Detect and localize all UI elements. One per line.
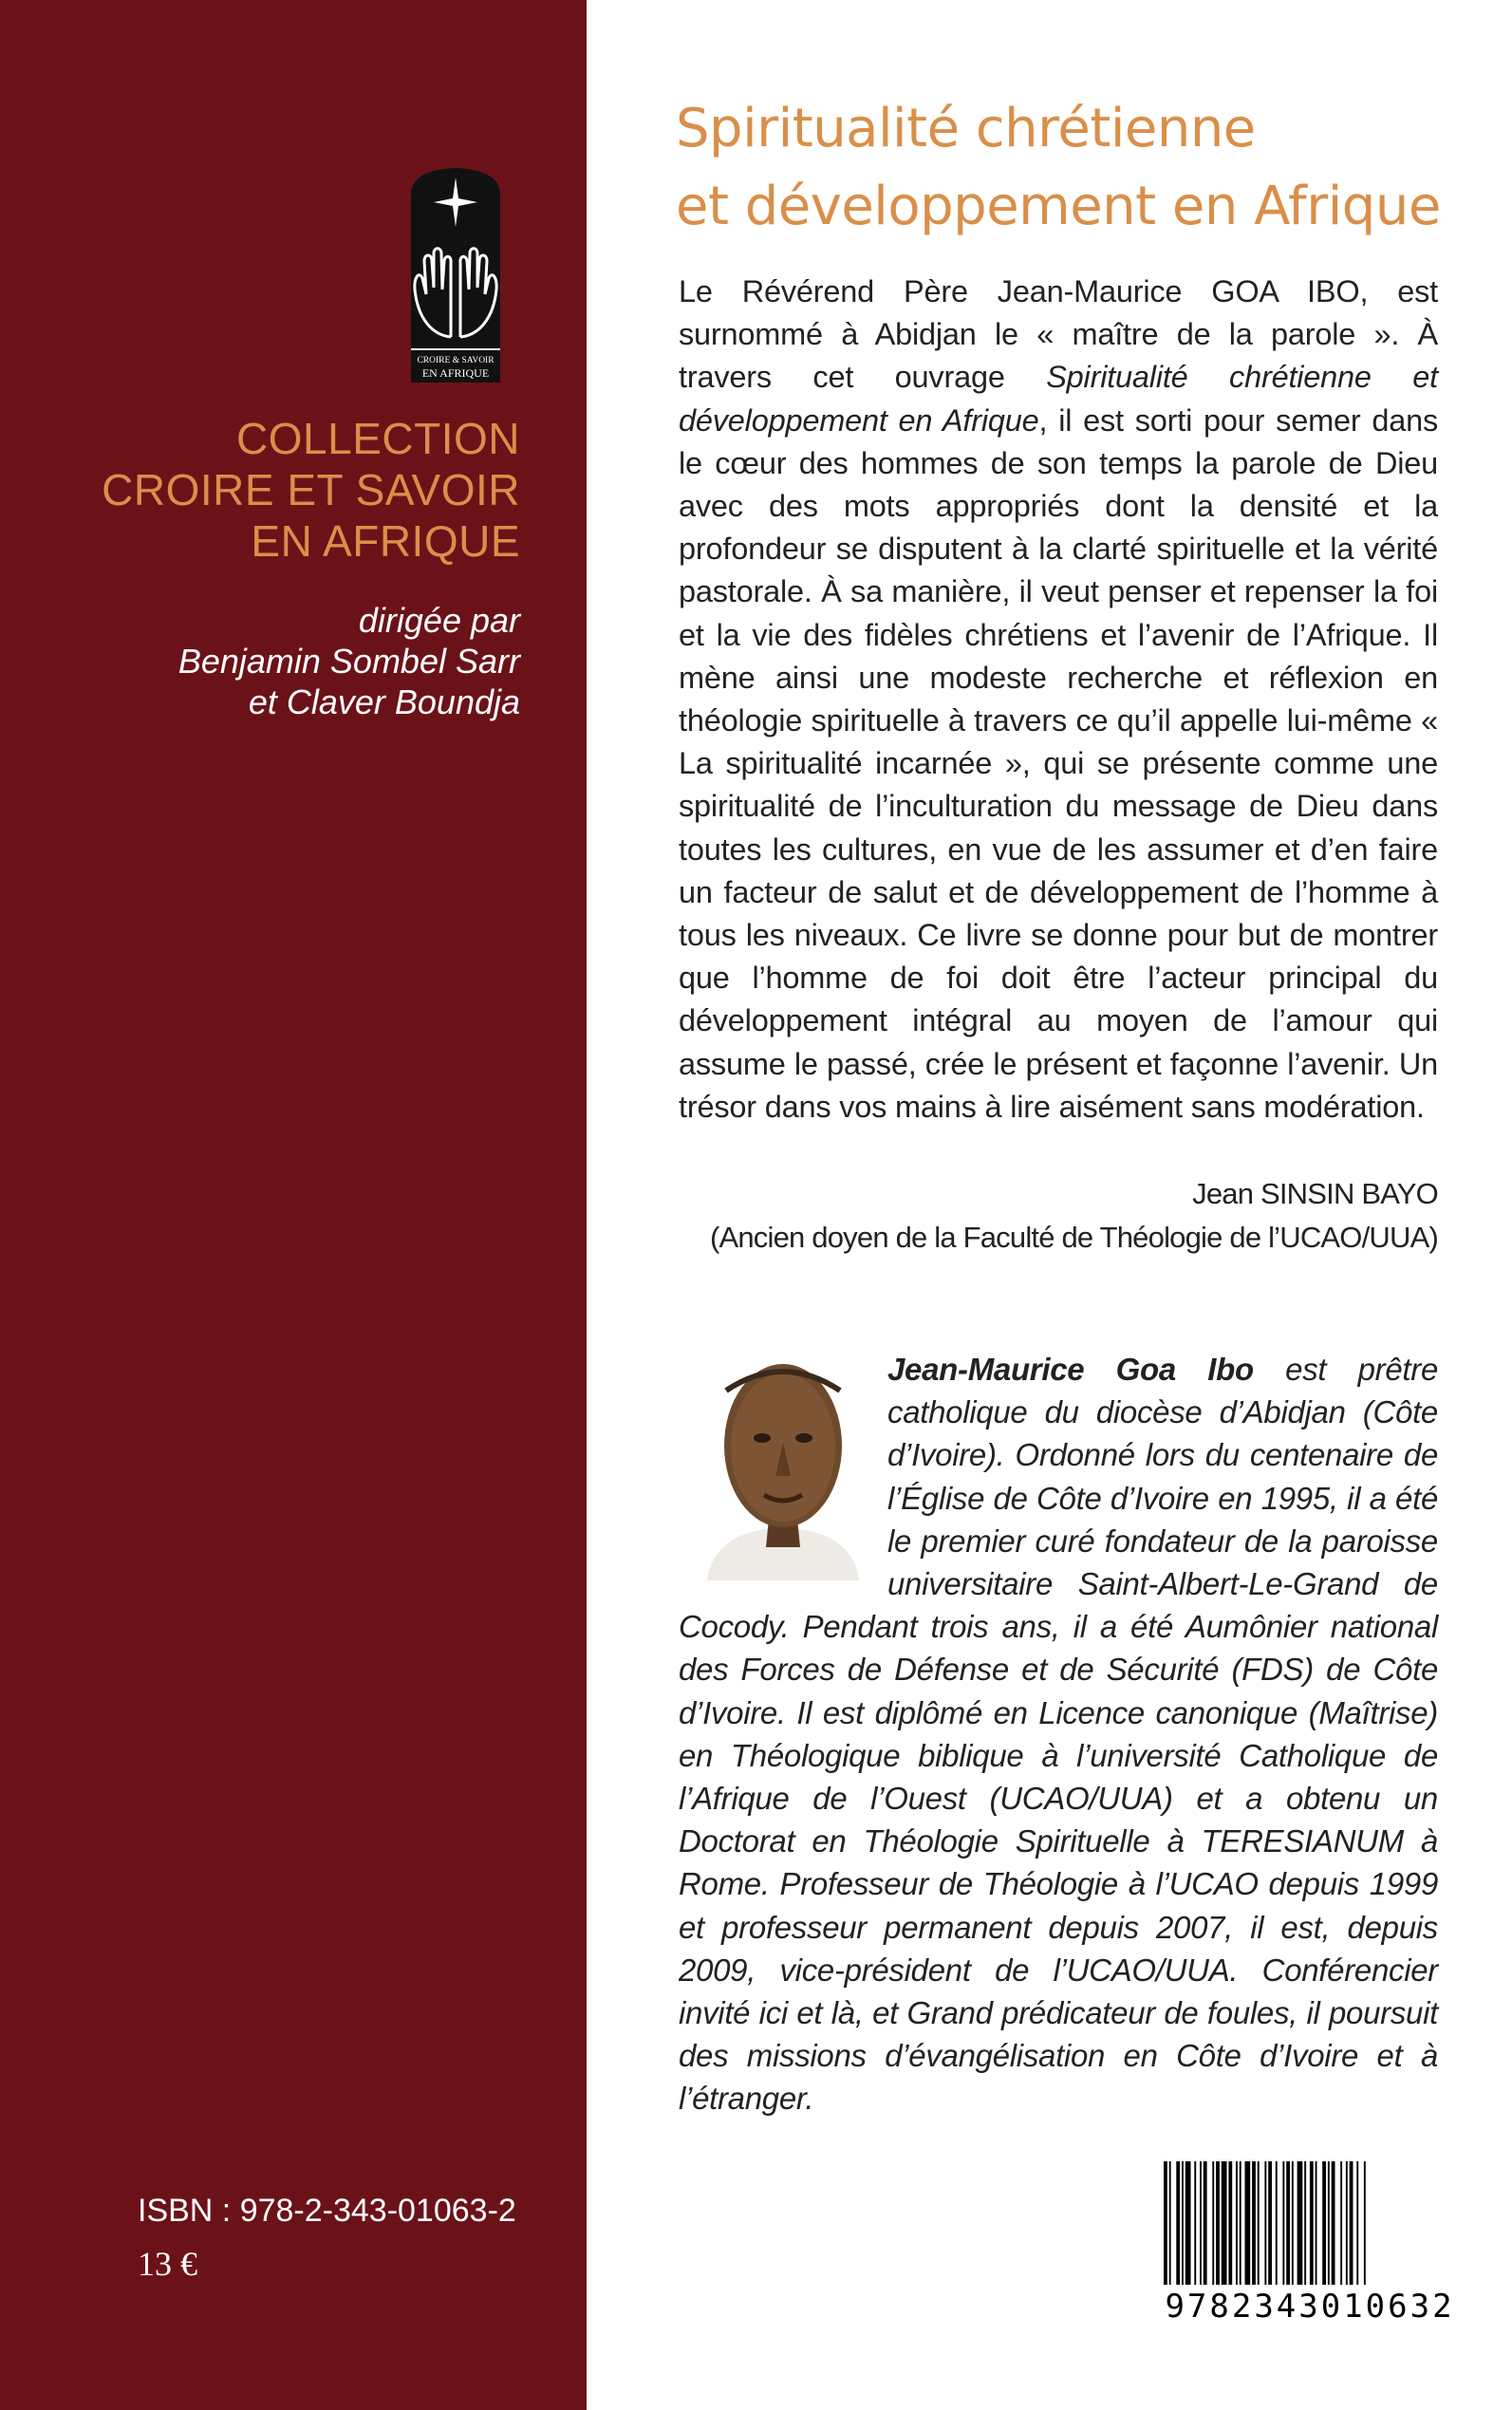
barcode-bar: [1228, 2161, 1232, 2285]
barcode-bar: [1185, 2161, 1191, 2285]
collection-logo: [403, 166, 508, 384]
logo-text-bottom: EN AFRIQUE: [421, 366, 490, 380]
barcode-bar: [1164, 2161, 1167, 2285]
price: 13 €: [138, 2245, 197, 2283]
book-summary: [679, 271, 1438, 1129]
director-line: et Claver Boundja: [248, 682, 520, 721]
barcode-bar: [1292, 2161, 1294, 2285]
barcode-bar: [1304, 2161, 1306, 2285]
barcode-bar: [1346, 2161, 1348, 2285]
director-line: Benjamin Sombel Sarr: [177, 642, 520, 681]
barcode-bar: [1182, 2161, 1184, 2285]
barcode-bar: [1176, 2161, 1180, 2285]
collection-line: EN AFRIQUE: [251, 516, 520, 566]
barcode-bar: [1194, 2161, 1196, 2285]
barcode-bar: [1340, 2161, 1342, 2285]
barcode-bar: [1282, 2161, 1284, 2285]
summary-text: Le Révérend Père Jean-Maurice GOA IBO, est surnommé à Abidjan le « maître de la parole ». À travers cet ouvrage: [679, 274, 1438, 395]
director-line: dirigée par: [358, 601, 520, 640]
barcode-bar: [1356, 2161, 1358, 2285]
barcode-bar: [1200, 2161, 1202, 2285]
barcode-bar: [1310, 2161, 1314, 2285]
bio-text: est prêtre catholique du diocèse d’Abidjan (Côte d’Ivoire). Ordonné lors du centenaire de l’Église de Côte d’Ivoire en 1995, il a été le premier curé fondateur de la paroisse universitaire Saint-Albert-Le-Grand de Cocody. Pendant trois ans, il a été Aumônier national des Forces de Défense et de Sécurité (FDS) de Côte d’Ivoire. Il est diplômé en Licence canonique (Maîtrise) en Théologique biblique à l’université Catholique de l’Afrique de l’Ouest (UCAO/UUA) et a obtenu un Doctorat en Théologie Spirituelle à TERESIANUM à Rome. Professeur de Théologie à l’UCAO depuis 1999 et professeur permanent depuis 2007, il est, depuis 2009, vice-président de l’UCAO/UUA. Conférencier invité ici et là, et Grand prédicateur de foules, il poursuit des missions d’évangélisation en Côte d’Ivoire et à l’étranger.: [679, 1352, 1438, 2117]
barcode-bar: [1332, 2161, 1335, 2285]
barcode-bar: [1328, 2161, 1330, 2285]
barcode-bar: [1322, 2161, 1326, 2285]
barcode-bar: [1169, 2161, 1171, 2285]
author-bio: [679, 1348, 1438, 2120]
collection-name: [27, 413, 520, 567]
title-line: et développement en Afrique: [676, 176, 1441, 237]
logo-text-top: CROIRE & SAVOIR: [417, 356, 495, 365]
barcode-bar: [1236, 2161, 1238, 2285]
title-line: Spiritualité chrétienne: [676, 98, 1256, 159]
collection-line: COLLECTION: [236, 414, 520, 463]
barcode-bar: [1204, 2161, 1207, 2285]
barcode-bar: [1216, 2161, 1220, 2285]
barcode-bar: [1268, 2161, 1272, 2285]
barcode-bar: [1252, 2161, 1256, 2285]
book-title: [676, 90, 1454, 246]
barcode-digits: 9782343010632: [1163, 2288, 1457, 2326]
collection-line: CROIRE ET SAVOIR: [102, 465, 520, 514]
summary-title-ref: Spiritualité chrétienne et développement en Afrique: [679, 360, 1438, 438]
barcode-bar: [1240, 2161, 1241, 2285]
barcode-bar: [1316, 2161, 1317, 2285]
signature-role: (Ancien doyen de la Faculté de Théologie de l’UCAO/UUA): [709, 1221, 1438, 1254]
barcode-bar: [1245, 2161, 1251, 2285]
barcode-bar: [1350, 2161, 1353, 2285]
barcode-bar: [1276, 2161, 1278, 2285]
barcode-bar: [1258, 2161, 1260, 2285]
isbn: ISBN : 978-2-343-01063-2: [138, 2193, 516, 2229]
collection-directors: [27, 600, 520, 722]
barcode-bar: [1264, 2161, 1266, 2285]
summary-text: , il est sorti pour semer dans le cœur des hommes de son temps la parole de Dieu avec des mots appropriés dont la densité et la profondeur se disputent à la clarté spirituelle et la vérité pastorale. À sa manière, il veut penser et repenser la foi et la vie des fidèles chrétiens et l’avenir de l’Afrique. Il mène ainsi une modeste recherche et réflexion en théologie spirituelle à travers ce qu’il appelle lui-même « La spiritualité incarnée », qui se présente comme une spiritualité de l’inculturation du message de Dieu dans toutes les cultures, en vue de les assumer et d’en faire un facteur de salut et de développement de l’homme à tous les niveaux. Ce livre se donne pour but de montrer que l’homme de foi doit être l’acteur principal du développement intégral au moyen de l’amour qui assume le passé, crée le présent et façonne l’avenir. Un trésor dans vos mains à lire aisément sans modération.: [679, 402, 1438, 1124]
barcode-bar: [1222, 2161, 1227, 2285]
author-name: Jean-Maurice Goa Ibo: [887, 1352, 1254, 1387]
signature-name: Jean SINSIN BAYO: [1192, 1177, 1438, 1210]
photo-spacer: [679, 1348, 887, 1571]
summary-signature: [679, 1172, 1438, 1260]
barcode-bar: [1286, 2161, 1290, 2285]
barcode-bar: [1212, 2161, 1214, 2285]
barcode-bar: [1297, 2161, 1303, 2285]
barcode-bar: [1364, 2161, 1366, 2285]
